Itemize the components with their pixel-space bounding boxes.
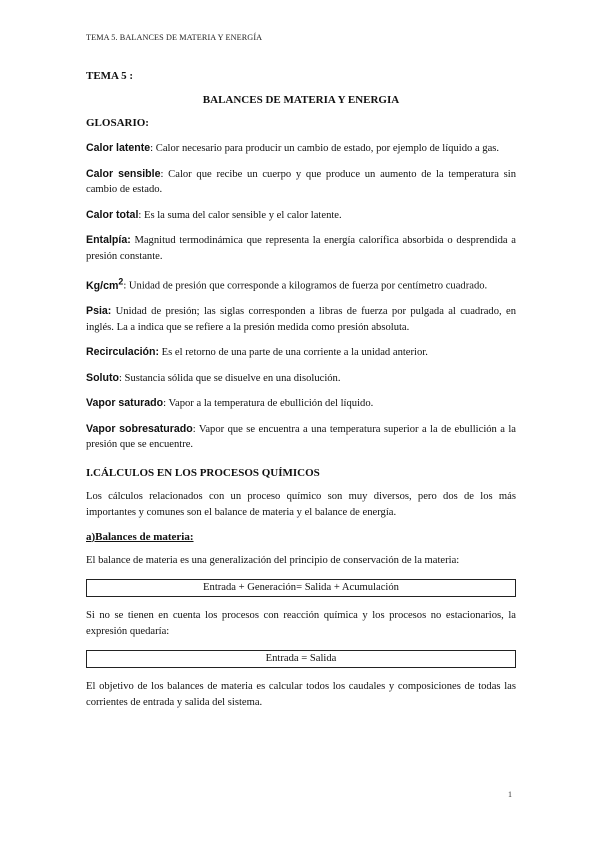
glossary-definition: Es el retorno de una parte de una corriente a la unidad anterior.: [161, 347, 428, 359]
chapter-label: TEMA 5 :: [86, 70, 134, 82]
glossary-entry: Calor sensible: Calor que recibe un cuerpo y que produce un aumento de la temperatura sin cambio de estado.: [86, 167, 517, 195]
paragraph: Si no se tienen en cuenta los procesos con reacción química y los procesos no estacionarios, la expresión quedaría:: [86, 609, 516, 637]
document-body: [86, 70, 516, 721]
glossary-term: $Kg/cm^2$: [86, 276, 124, 292]
glossary-heading: GLOSARIO:: [86, 117, 149, 129]
glossary-term: Psia:: [86, 305, 112, 318]
glossary-term: Entalpía:: [86, 234, 131, 246]
glossary-entry: Vapor sobresaturado: Vapor que se encuentra a una temperatura superior a la de ebullición a la presión que se encuentre.: [86, 422, 516, 451]
section-heading: I.CÁLCULOS EN LOS PROCESOS QUÍMICOS: [86, 466, 320, 479]
paragraph: Los cálculos relacionados con un proceso químico son muy diversos, pero dos de los más importantes y comunes son el balance de materia y el balance de energía.: [86, 490, 516, 518]
document-title: BALANCES DE MATERIA Y ENERGIA: [202, 94, 400, 106]
glossary-definition: Magnitud termodinámica que representa la energía calorífica absorbida o desprendida a presión constante.: [86, 235, 516, 262]
glossary-list: [86, 141, 516, 453]
glossary-term: Calor total: [86, 208, 139, 221]
glossary-definition: Unidad de presión; las siglas corresponden a libras de fuerza por pulgada al cuadrado, en inglés. La a indica que se refiere a la presión medida como presión absoluta.: [86, 306, 516, 333]
glossary-entry: [86, 304, 516, 335]
glossary-entry: Calor latente: Calor necesario para producir un cambio de estado, por ejemplo de líquido a gas.: [86, 142, 500, 154]
glossary-term: Vapor saturado: [86, 397, 164, 410]
glossary-entry: [86, 233, 516, 264]
glossary-definition: Calor que recibe un cuerpo y que produce un aumento de la temperatura sin cambio de estado.: [86, 168, 517, 195]
superscript: 2: [118, 276, 124, 286]
paragraph: El objetivo de los balances de materia es calcular todos los caudales y composiciones de todas las corrientes de entrada y salida del sistema.: [86, 680, 516, 708]
glossary-definition: Calor necesario para producir un cambio de estado, por ejemplo de líquido a gas.: [155, 143, 500, 154]
glossary-term: Calor latente: [86, 142, 151, 154]
equation-box: Entrada = Salida: [86, 650, 516, 668]
glossary-term: Vapor sobresaturado: [86, 422, 193, 435]
page-number: 1: [508, 790, 512, 799]
glossary-term: Recirculación:: [86, 346, 160, 359]
equation-box: Entrada + Generación= Salida + Acumulación: [86, 579, 516, 597]
glossary-definition: Vapor a la temperatura de ebullición del líquido.: [168, 398, 374, 410]
running-header: TEMA 5. BALANCES DE MATERIA Y ENERGÍA: [86, 33, 263, 42]
glossary-definition: Sustancia sólida que se disuelve en una disolución.: [124, 372, 341, 384]
glossary-entry: Soluto: Sustancia sólida que se disuelve en una disolución.: [86, 371, 341, 384]
glossary-entry: Calor total: Es la suma del calor sensible y el calor latente.: [86, 208, 342, 221]
glossary-definition: Es la suma del calor sensible y el calor latente.: [143, 209, 342, 221]
glossary-entry: Vapor saturado: Vapor a la temperatura de ebullición del líquido.: [86, 397, 374, 410]
subsection-heading: a)Balances de materia:: [86, 530, 194, 543]
glossary-entry: $Kg/cm^2$: Unidad de presión que corresponde a kilogramos de fuerza por centímetro cuadrado.: [86, 276, 488, 292]
glossary-definition: Unidad de presión que corresponde a kilogramos de fuerza por centímetro cuadrado.: [128, 280, 488, 292]
glossary-definition: Vapor que se encuentra a una temperatura superior a la de ebullición a la presión que se encuentre.: [86, 423, 516, 451]
glossary-term: Soluto: [86, 371, 119, 384]
glossary-entry: [86, 345, 516, 361]
paragraph: El balance de materia es una generalización del principio de conservación de la materia:: [86, 554, 460, 566]
glossary-term: Calor sensible: [86, 167, 161, 180]
